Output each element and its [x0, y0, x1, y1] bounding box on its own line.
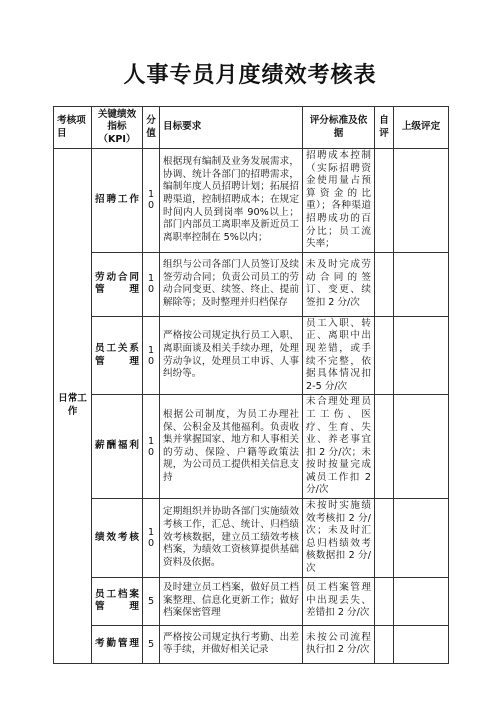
self-score-cell[interactable] [375, 625, 394, 663]
superior-score-cell[interactable] [394, 252, 449, 316]
weight-cell [143, 499, 160, 578]
goal-cell: 根据公司制度，为员工办理社保、公积金及其他福利。负责收集并掌握国家、地方和人事相关的劳动、保险、户籍等政策法规，为公司员工提供相关信息支持 [160, 395, 303, 499]
header-self: 自评 [375, 107, 394, 149]
weight-cell [143, 625, 160, 663]
header-kpi: 关键绩效指标（KPI） [92, 107, 143, 149]
table-row [54, 149, 449, 253]
weight-digit: 1 [147, 189, 155, 201]
standard-cell: 未合理处理员工工伤、医疗、生育、失业、养老事宜扣 2 分/次；未按时按量完成减员工作扣 2 分/次 [303, 395, 375, 499]
weight-digit: 0 [147, 284, 155, 296]
standard-cell: 员工入职、转正、离职中出现差错，或手续不完整，依据具体情况扣 2-5 分/次 [303, 316, 375, 395]
header-weight: 分值 [143, 107, 160, 149]
self-score-cell[interactable] [375, 316, 394, 395]
table-row [54, 499, 449, 578]
header-row [54, 107, 449, 149]
self-score-cell[interactable] [375, 149, 394, 253]
weight-cell [143, 577, 160, 625]
kpi-cell: 考勤管理 [92, 625, 143, 663]
superior-score-cell[interactable] [394, 316, 449, 395]
weight-cell [143, 252, 160, 316]
table-row [54, 625, 449, 663]
goal-cell: 严格按公司规定执行考勤、出差等手续，并做好相关记录 [160, 625, 303, 663]
header-goal: 目标要求 [160, 107, 303, 149]
weight-digit: 0 [147, 537, 155, 549]
document-title: 人事专员月度绩效考核表 [123, 63, 377, 88]
self-score-cell[interactable] [375, 577, 394, 625]
weight-digit: 0 [147, 355, 155, 367]
weight-digit: 1 [147, 273, 155, 285]
goal-cell: 根据现有编制及业务发展需求，协调、统计各部门的招聘需求，编制年度人员招聘计划；拓展招聘渠道，控制招聘成本；在规定时间内人员到岗率 90%以上；部门内部员工离职率及新近员工离职率控制在 5%以内； [160, 149, 303, 253]
standard-cell: 招聘成本控制（实际招聘资金使用量占预算资金的比重）；各种渠道招聘成功的百分比；员工流失率； [303, 149, 375, 253]
weight-cell [143, 149, 160, 253]
self-score-cell[interactable] [375, 499, 394, 578]
goal-cell: 严格按公司规定执行员工入职、离职面谈及相关手续办理，处理劳动争议，处理员工申诉、人事纠纷等。 [160, 316, 303, 395]
standard-cell: 未及时完成劳动合同的签订、变更、续签扣 2 分/次 [303, 252, 375, 316]
table-row [54, 577, 449, 625]
header-standard: 评分标准及依据 [303, 107, 375, 149]
weight-digit: 0 [147, 446, 155, 458]
self-score-cell[interactable] [375, 395, 394, 499]
kpi-cell: 绩效考核 [92, 499, 143, 578]
weight-digit: 5 [147, 595, 155, 607]
table-row [54, 252, 449, 316]
weight-digit: 0 [147, 200, 155, 212]
superior-score-cell[interactable] [394, 395, 449, 499]
goal-cell: 定期组织并协助各部门实施绩效考核工作，汇总、统计、归档绩效考核数据，建立员工绩效考核档案，为绩效工资核算提供基础资料及依据。 [160, 499, 303, 578]
kpi-cell: 招聘工作 [92, 149, 143, 253]
superior-score-cell[interactable] [394, 577, 449, 625]
kpi-cell: 员工关系管理 [92, 316, 143, 395]
kpi-cell: 员工档案管理 [92, 577, 143, 625]
superior-score-cell[interactable] [394, 625, 449, 663]
weight-digit: 1 [147, 526, 155, 538]
kpi-cell: 劳动合同管理 [92, 252, 143, 316]
weight-digit: 1 [147, 435, 155, 447]
kpi-table [53, 106, 449, 664]
weight-digit: 1 [147, 344, 155, 356]
superior-score-cell[interactable] [394, 499, 449, 578]
goal-cell: 组织与公司各部门人员签订及续签劳动合同；负责公司员工的劳动合同变更、续签、终止、提前解除等；及时整理并归档保存 [160, 252, 303, 316]
superior-score-cell[interactable] [394, 149, 449, 253]
standard-cell: 未按时实施绩效考核扣 2 分/次；未及时汇总归档绩效考核数据扣 2 分/次 [303, 499, 375, 578]
goal-cell: 及时建立员工档案，做好员工档案整理、信息化更新工作；做好档案保密管理 [160, 577, 303, 625]
header-superior: 上级评定 [394, 107, 449, 149]
header-item: 考核项目 [54, 107, 92, 149]
weight-cell [143, 395, 160, 499]
table-row [54, 395, 449, 499]
weight-cell [143, 316, 160, 395]
weight-digit: 5 [147, 638, 155, 650]
kpi-cell: 薪酬福利 [92, 395, 143, 499]
self-score-cell[interactable] [375, 252, 394, 316]
standard-cell: 员工档案管理中出现丢失、差错扣 2 分/次 [303, 577, 375, 625]
category-cell: 日常工作 [54, 149, 92, 664]
standard-cell: 未按公司流程执行扣 2 分/次 [303, 625, 375, 663]
table-row [54, 316, 449, 395]
